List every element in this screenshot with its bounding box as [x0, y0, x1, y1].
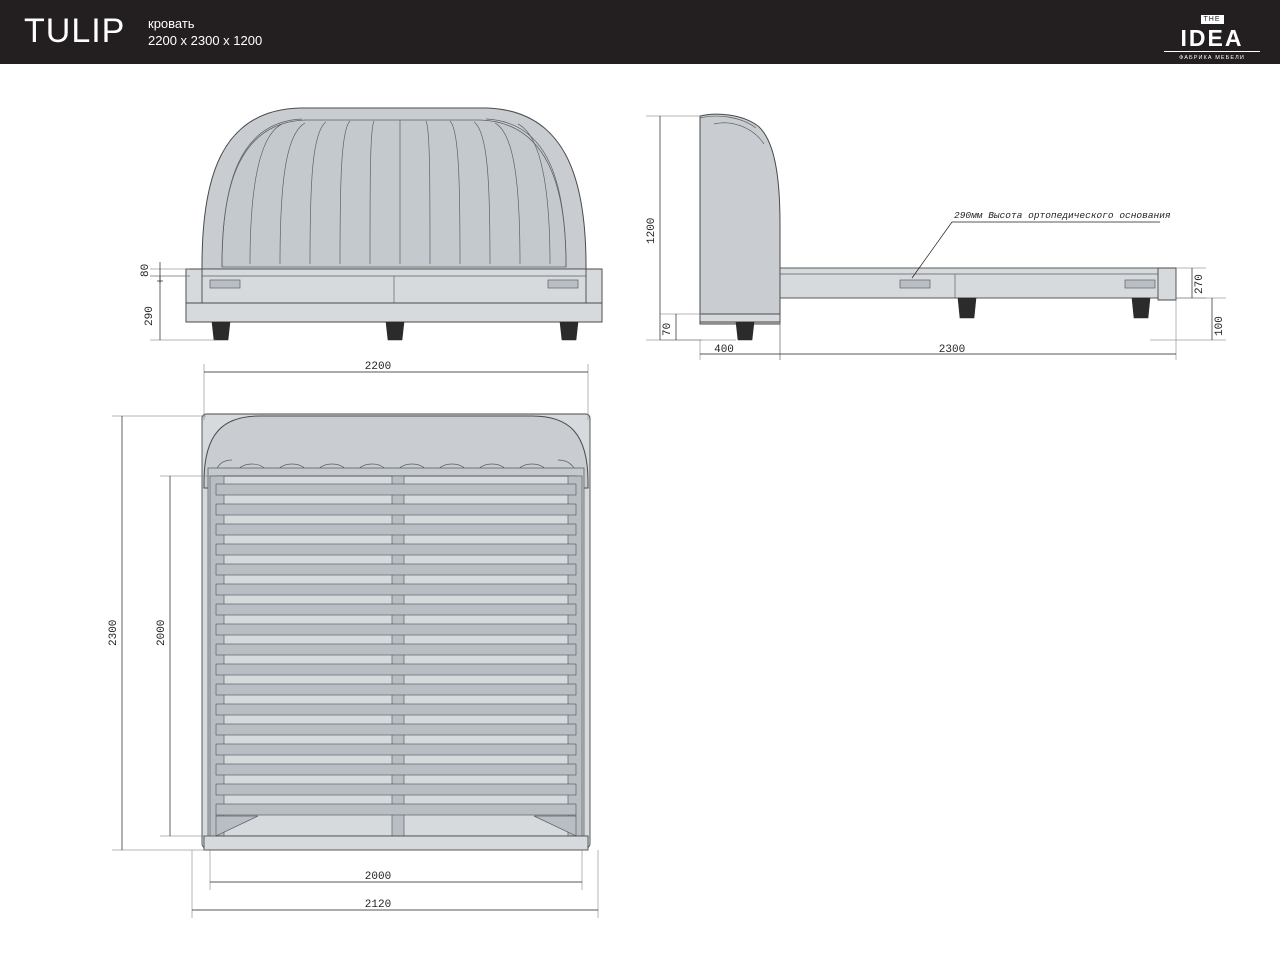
- top-dim-2120: [192, 850, 598, 918]
- top-dim-2120-label: 2120: [364, 899, 392, 911]
- front-leg-left: [212, 322, 230, 340]
- logo-tagline: ФАБРИКА МЕБЕЛИ: [1179, 55, 1245, 61]
- side-bracket-b: [1125, 280, 1155, 288]
- side-frame-end-cap: [1158, 268, 1176, 300]
- side-leg-head: [736, 322, 754, 340]
- top-dim-2000-vertical-label: 2000: [156, 619, 168, 646]
- side-leg-foot: [1132, 298, 1150, 318]
- side-dim-100: [1150, 298, 1226, 340]
- front-view-group: [140, 108, 602, 340]
- product-type-label: кровать: [148, 16, 195, 31]
- front-leg-center: [386, 322, 404, 340]
- front-headboard-inner-panel: [222, 120, 566, 267]
- front-dim-290-label: 290: [144, 306, 156, 326]
- side-dim-2300: [780, 300, 1176, 360]
- page-title: TULIP: [24, 12, 126, 50]
- front-bracket-left: [210, 280, 240, 288]
- top-dim-2000-horizontal: [210, 850, 582, 890]
- top-dim-2200: [204, 361, 588, 420]
- side-dim-2300-label: 2300: [938, 344, 966, 356]
- front-dim-80-label: 80: [140, 263, 152, 277]
- top-slats: [216, 484, 576, 815]
- top-dim-2000-horizontal-label: 2000: [364, 871, 392, 883]
- logo-badge-the: THE: [1201, 15, 1224, 24]
- front-skirt-bottom: [186, 303, 602, 322]
- side-dim-1200-label: 1200: [646, 217, 658, 244]
- side-dim-270-label: 270: [1194, 274, 1206, 294]
- side-dim-100-label: 100: [1214, 316, 1226, 336]
- front-leg-right: [560, 322, 578, 340]
- side-dim-400-label: 400: [714, 344, 734, 356]
- side-view-group: [646, 114, 1226, 360]
- side-leg-mid: [958, 298, 976, 318]
- side-dim-70: [660, 314, 702, 340]
- top-foot-rail: [204, 836, 588, 850]
- side-headboard-profile: [700, 114, 780, 324]
- title-bar: [0, 0, 1280, 64]
- product-dimensions-label: 2200 x 2300 x 1200: [148, 33, 263, 48]
- brand-logo: [1164, 8, 1260, 61]
- side-headboard-skirt: [700, 314, 780, 322]
- logo-wordmark: IDEA: [1164, 26, 1260, 52]
- top-dim-2200-label: 2200: [364, 361, 392, 373]
- side-dim-70-label: 70: [662, 322, 674, 336]
- side-dim-270: [1176, 268, 1206, 298]
- front-bracket-right: [548, 280, 578, 288]
- side-bed-frame-rail: [780, 268, 1170, 298]
- top-dim-2300-label: 2300: [108, 619, 120, 646]
- front-dim-80: [140, 262, 190, 283]
- technical-drawing-canvas: [0, 64, 1280, 960]
- side-note-label: 290мм Высота ортопедического основания: [954, 210, 1171, 221]
- side-bracket-a: [900, 280, 930, 288]
- top-view-group: [108, 361, 598, 918]
